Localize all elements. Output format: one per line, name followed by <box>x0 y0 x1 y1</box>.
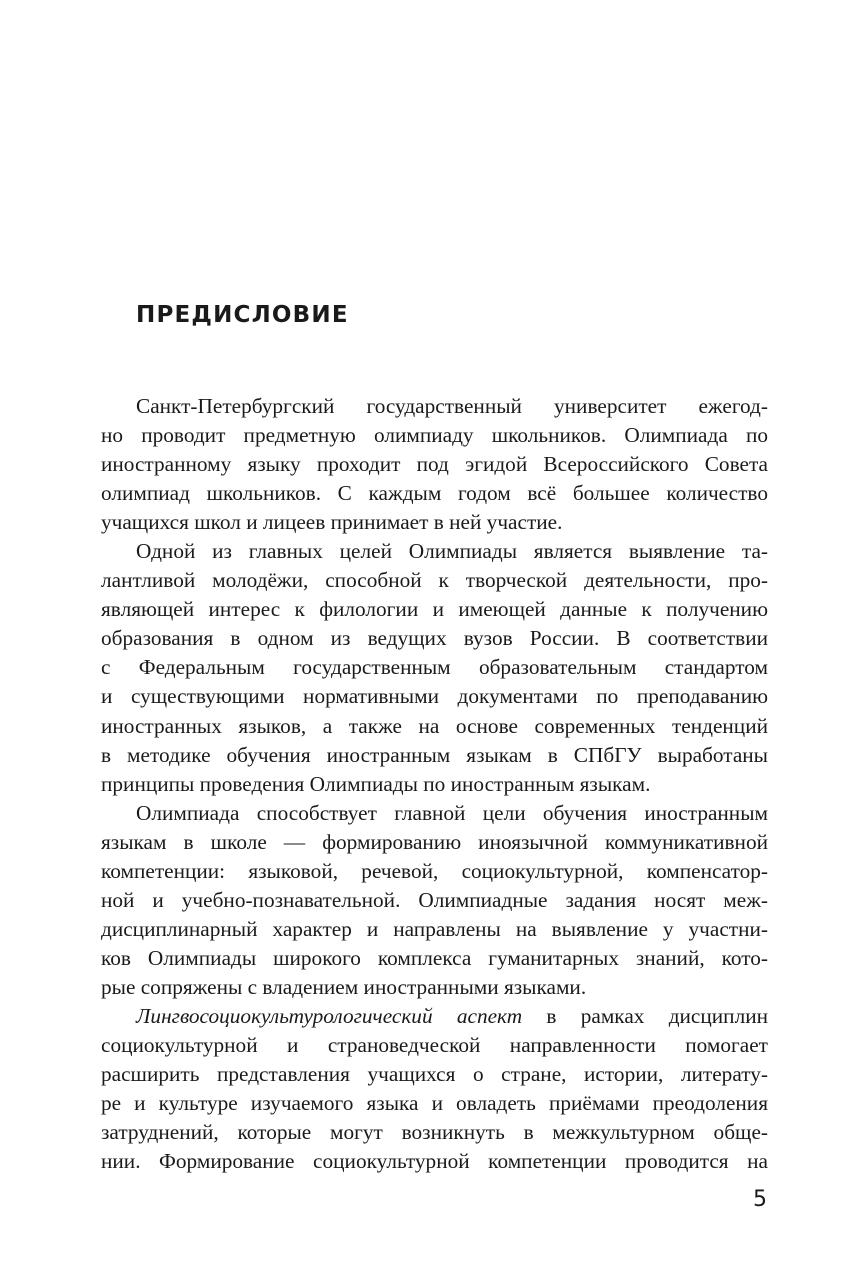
text-line: Одной из главных целей Олимпиады является выявление та- <box>136 539 768 564</box>
text-line: Санкт-Петербургский государственный университет ежегод- <box>136 394 768 418</box>
text-line: иностранному языку проходит под эгидой Всероссийского Совета <box>101 452 768 477</box>
italic-term: Лингвосоциокультурологический аспект <box>136 1003 523 1028</box>
text-line: в методике обучения иностранным языкам в СПбГУ выработаны <box>101 742 768 767</box>
text-line: рые сопряжены с владением иностранными языками. <box>101 974 587 999</box>
text-line: лантливой молодёжи, способной к творческой деятельности, про- <box>101 568 768 593</box>
text-line: нии. Формирование социокультурной компетенции проводится на <box>101 1149 768 1174</box>
text-line: являющей интерес к филологии и имеющей данные к получению <box>101 597 768 622</box>
text-line: учащихся школ и лицеев принимает в ней участие. <box>101 510 563 535</box>
text-line: Лингвосоциокультурологический аспект в рамках дисциплин <box>136 1003 768 1028</box>
text-line: компетенции: языковой, речевой, социокультурной, компенсатор- <box>101 858 768 883</box>
text-line: социокультурной и страноведческой направленности помогает <box>101 1033 768 1058</box>
text-line: затруднений, которые могут возникнуть в межкультурном обще- <box>101 1120 768 1145</box>
text-line: языкам в школе — формированию иноязычной коммуникативной <box>101 829 768 854</box>
text-line: и существующими нормативными документами по преподаванию <box>101 684 768 709</box>
text-line: с Федеральным государственным образовательным стандартом <box>101 655 768 680</box>
page-title: ПРЕДИСЛОВИЕ <box>136 302 349 328</box>
body-text <box>101 392 768 1176</box>
text-line: дисциплинарный характер и направлены на выявление у участни- <box>101 916 768 941</box>
text-line: Олимпиада способствует главной цели обучения иностранным <box>136 800 768 825</box>
text-line: ной и учебно-познавательной. Олимпиадные задания носят меж- <box>101 887 768 912</box>
text-line: образования в одном из ведущих вузов России. В соответствии <box>101 626 768 651</box>
text-line: принципы проведения Олимпиады по иностранным языкам. <box>101 771 651 796</box>
page-number: 5 <box>753 1187 767 1212</box>
text-line: но проводит предметную олимпиаду школьников. Олимпиада по <box>101 423 768 448</box>
text-line: расширить представления учащихся о стране, истории, литерату- <box>101 1062 768 1087</box>
text-line: олимпиад школьников. С каждым годом всё большее количество <box>101 481 768 506</box>
text-line: ков Олимпиады широкого комплекса гуманитарных знаний, кото- <box>101 945 768 970</box>
text-line: ре и культуре изучаемого языка и овладеть приёмами преодоления <box>101 1091 768 1116</box>
text-line: иностранных языков, а также на основе современных тенденций <box>101 713 768 738</box>
